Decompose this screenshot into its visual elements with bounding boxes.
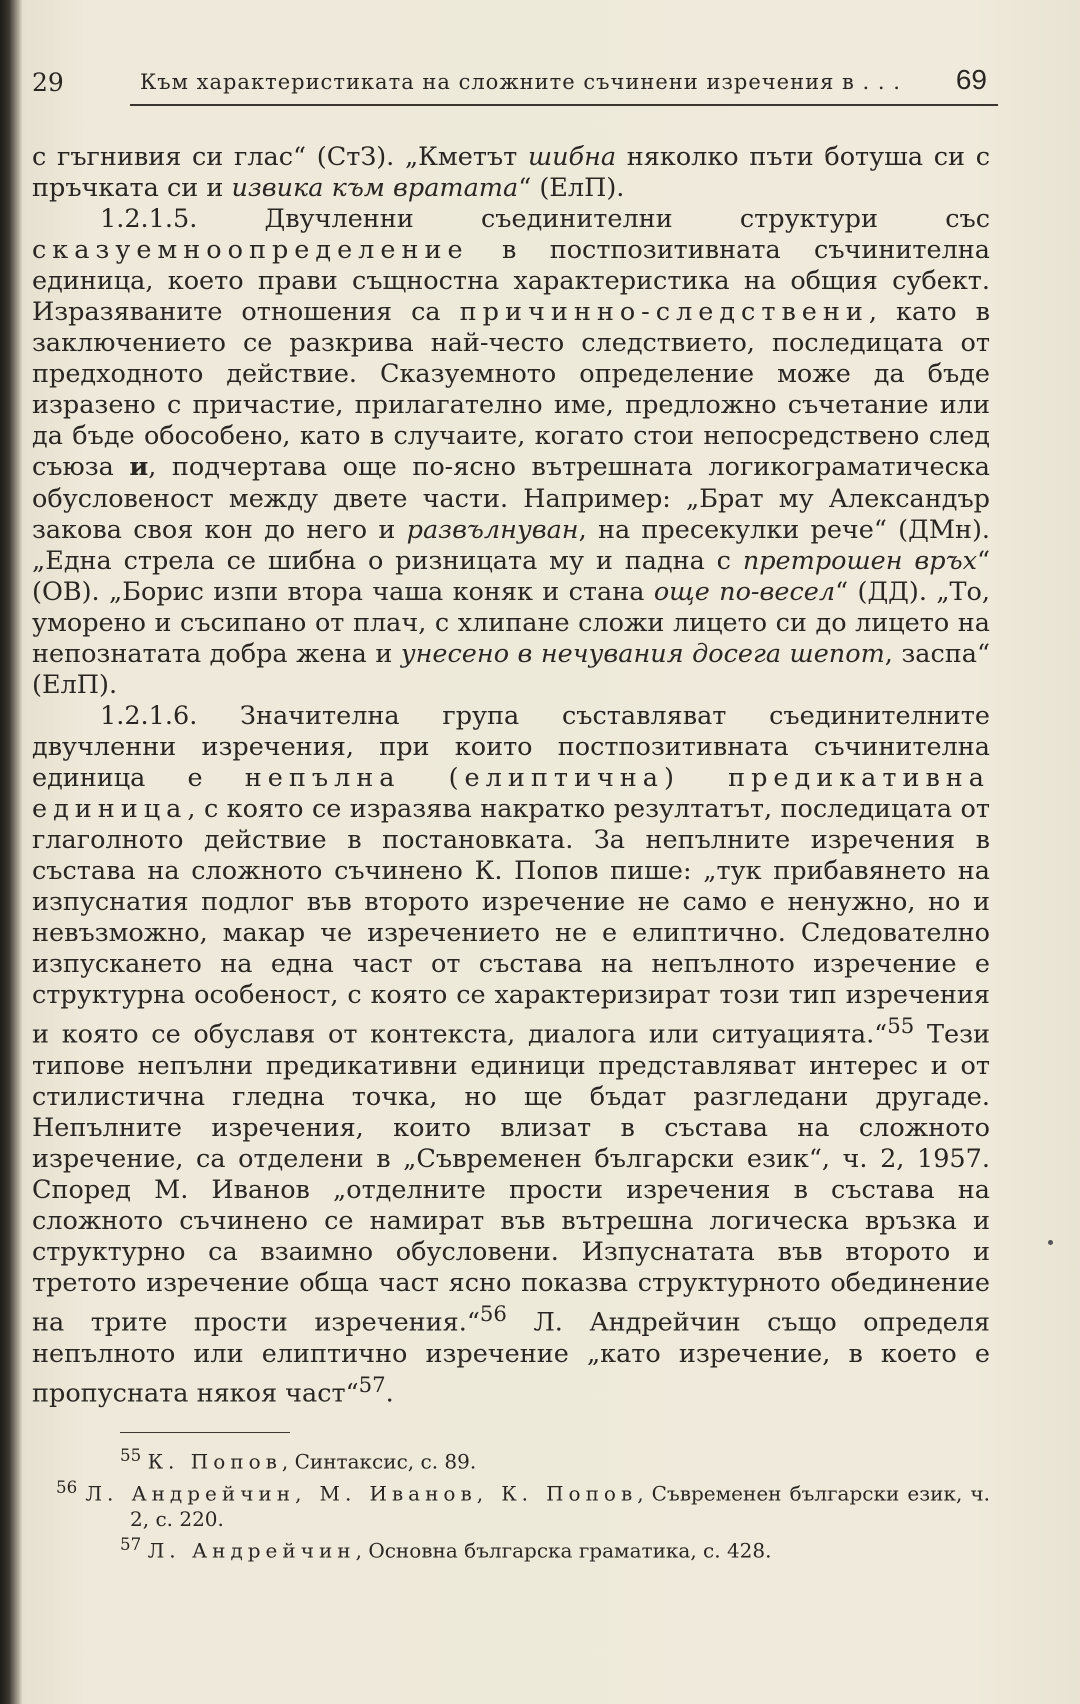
footnote-number: 56 [56,1477,78,1497]
page-number: 69 [955,64,987,95]
footnote-56 [32,1475,990,1533]
footnote-ref-56: 56 [479,1302,507,1328]
italic-example: още по-весел [653,576,836,607]
previous-page-number: 29 [32,68,64,97]
italic-example: унесено в нечувания досега шепот [400,638,885,669]
footnote-text: , Съвременен български език, ч. 2, с. 220. [130,1481,991,1532]
running-title: Към характеристиката на сложните съчинени изречения в . . . [140,70,901,94]
footnote-57 [32,1532,990,1564]
footnote-ref-57: 57 [358,1372,386,1398]
footnote-ref-55: 55 [887,1014,915,1040]
spaced-term: сказуемноопределение [32,235,469,266]
paragraph-1-2-1-6: 1.2.1.6. Значителна група съставляват съединителните двучленни изречения, при които постпозитивната съчинителна единица е непълна (елиптична) предикативна единица, с която се изразява накратко резултатът, последицата от глаголното действие в постановката. За непълните изречения в състава на сложното съчинено К. Попов пише: „тук прибавянето на изпуснатия подлог във второто изречение не само е ненужно, но и невъзможно, макар че изречението не е елиптично. Следователно изпускането на една част от състава на непълното изречение е структурна особеност, с която се характеризират този тип изречения и която се обуславя от контекста, диалога или ситуацията.“$^{55}$ Тези типове непълни предикативни единици представляват интерес и от стилистична гледна точка, но ще бъдат разгледани другаде. Непълните изречения, които влизат в състава на сложното изречение, са отделени в „Съвременен български език“, ч. 2, 1957. Според М. Иванов „отделните прости изречения в състава на сложното съчинено се намират във вътрешна логическа връзка и структурно са взаимно обусловени. Изпуснатата във второто и третото изречение обща част ясно показва структурното обединение на трите прости изречения.“$^{56}$ Л. Андрейчин също определя непълното или елиптично изречение „като изречение, в което е пропусната някоя част“$^{57}$. [32,700,991,1409]
footnote-text: , Синтаксис, с. 89. [281,1449,477,1474]
spaced-term: причинно-следствени [459,297,869,328]
italic-example: претрошен връх [742,545,977,576]
footnotes [32,1443,990,1564]
margin-speck [1048,1240,1053,1245]
footnote-author: Л. Андрейчин, М. Иванов, К. Попов [85,1481,638,1506]
footnote-text: , Основна българска граматика, с. 428. [355,1538,772,1563]
paragraph-continuation: с гъгнивия си глас“ (СтЗ). „Кметът шибна няколко пъти ботуша си с пръчката си и извика към вратата“ (ЕлП). [32,142,991,204]
footnote-number: 55 [120,1446,142,1465]
footnote-author: К. Попов [147,1449,282,1474]
book-spine-shadow [0,0,22,1704]
italic-example: шибна [527,142,617,172]
header-rule [130,104,998,106]
book-page [22,0,1080,1704]
footnote-author: Л. Андрейчин [147,1538,356,1563]
paragraph-1-2-1-5: 1.2.1.5. Двучленни съединителни структури със сказуемноопределение в постпозитивната съчинителна единица, което прави същностна характеристика на общия субект. Изразяваните отношения са причинно-следствени, като в заключението се разкрива най-често следствието, последицата от предходното действие. Сказуемното определение може да бъде изразено с причастие, прилагателно име, предложно съчетание или да бъде обособено, като в случаите, когато стои непосредствено след съюза и, подчертава още по-ясно вътрешната логикограматическа обусловеност между двете части. Например: „Брат му Александър закова своя кон до него и развълнуван, на пресекулки рече“ (ДМн). „Една стрела се шибна о ризницата му и падна с претрошен връх“ (ОВ). „Борис изпи втора чаша коняк и стана още по-весел“ (ДД). „То, уморено и съсипано от плач, с хлипане сложи лицето си до лицето на непознатата добра жена и унесено в нечувания досега шепот, заспа“ (ЕлП). [32,204,991,700]
italic-example: извика към вратата [231,173,519,204]
italic-example: развълнуван [406,514,579,545]
spaced-term: непълна (елиптична) предикативна единица [32,762,990,824]
page-header [32,62,987,98]
footnote-number: 57 [120,1535,142,1555]
main-text [32,142,990,1409]
bold-conjunction: и [129,452,149,483]
footnote-rule [120,1432,290,1433]
footnote-55 [32,1443,990,1475]
